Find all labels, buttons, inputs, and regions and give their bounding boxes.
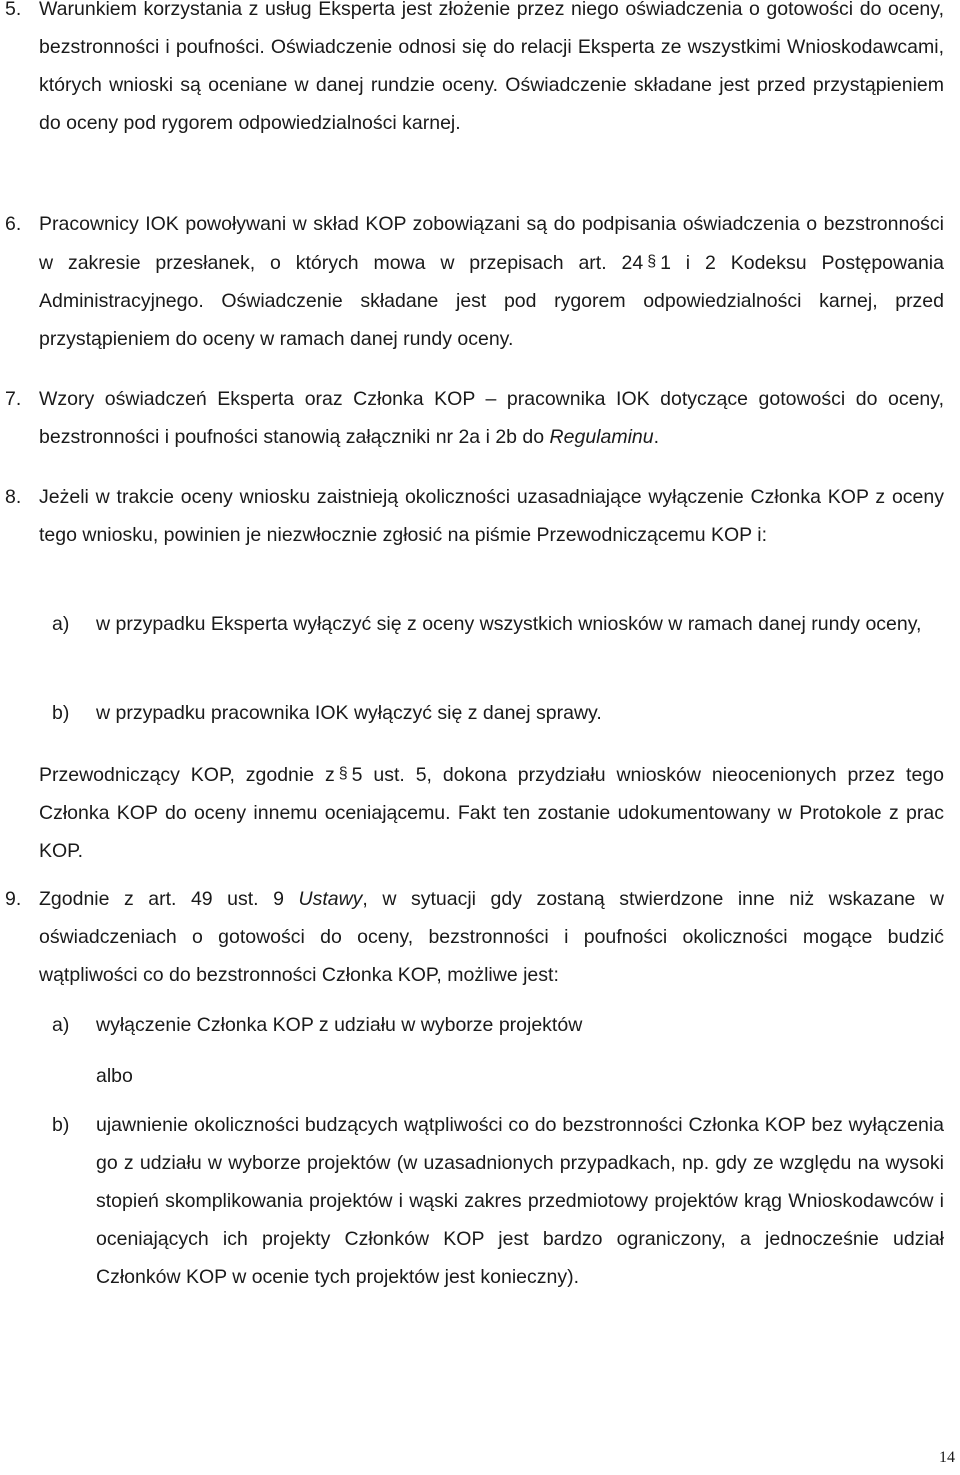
section-sign: § bbox=[647, 253, 657, 270]
item-text bbox=[39, 380, 944, 456]
ustawa-reference: Ustawy bbox=[298, 888, 363, 910]
item-number: 9. bbox=[5, 888, 22, 910]
item-text-part: Pracownicy IOK powoływani w skład KOP zobowiązani są do podpisania oświadczenia o bezstronności w zakresie przesłanek, o których mowa w przepisach art. 24 bbox=[39, 213, 944, 274]
item-text-part: Zgodnie z art. 49 ust. 9 bbox=[39, 888, 284, 910]
list-item-6 bbox=[0, 205, 944, 358]
sub-item-9a bbox=[0, 1006, 944, 1044]
connector-albo: albo bbox=[96, 1065, 133, 1087]
item-8-followup-text bbox=[39, 755, 944, 870]
sub-item-8a bbox=[0, 605, 944, 643]
sub-item-text: ujawnienie okoliczności budzących wątpliwości co do bezstronności Członka KOP bez wyłączenia go z udziału w wyborze projektów (w uzasadnionych przypadkach, np. gdy ze względu na wysoki stopień skomplikowania projektów i wąski zakres przedmiotowy projektów krąg Wnioskodawców i oceniających ich projekty Członków KOP jest bardzo ograniczony, a jednocześnie udział Członków KOP w ocenie tych projektów jest konieczny). bbox=[96, 1114, 944, 1288]
list-item-5 bbox=[0, 0, 944, 142]
item-number: 8. bbox=[5, 486, 22, 508]
sub-item-label: b) bbox=[52, 1114, 70, 1136]
item-number: 5. bbox=[5, 0, 22, 20]
list-item-8 bbox=[0, 478, 944, 554]
section-sign: § bbox=[338, 765, 348, 782]
item-text: Warunkiem korzystania z usług Eksperta jest złożenie przez niego oświadczenia o gotowości do oceny, bezstronności i poufności. Oświadczenie odnosi się do relacji Eksperta ze wszystkimi Wnioskodawcami, których wnioski są oceniane w danej rundzie oceny. Oświadczenie składane jest przed przystąpieniem do oceny pod rygorem odpowiedzialności karnej. bbox=[39, 0, 944, 134]
sub-item-label: b) bbox=[52, 702, 70, 724]
sub-item-text: wyłączenie Członka KOP z udziału w wyborze projektów bbox=[96, 1014, 583, 1036]
item-text bbox=[39, 880, 944, 994]
sub-item-8b bbox=[0, 694, 944, 732]
list-item-9 bbox=[0, 880, 944, 994]
item-number: 7. bbox=[5, 388, 22, 410]
item-text-end: . bbox=[653, 426, 660, 448]
item-text-part: Przewodniczący KOP, zgodnie z bbox=[39, 764, 335, 786]
regulamin-reference: Regulaminu bbox=[549, 426, 654, 448]
item-text-part: , w sytuacji gdy zostaną stwierdzone inne niż wskazane w oświadczeniach o gotowości do oceny, bezstronności i poufności okoliczności mogące budzić wątpliwości co do bezstronności Członka KOP, możliwe jest: bbox=[39, 888, 944, 986]
page-number: 14 bbox=[939, 1449, 955, 1466]
item-text-part: 1 i 2 Kodeksu Postępowania Administracyjnego. Oświadczenie składane jest pod rygorem odpowiedzialności karnej, przed przystąpieniem do oceny w ramach danej rundy oceny. bbox=[39, 252, 944, 350]
sub-item-9b bbox=[0, 1106, 944, 1296]
item-number: 6. bbox=[5, 213, 22, 235]
sub-item-label: a) bbox=[52, 1014, 70, 1036]
item-text bbox=[39, 205, 944, 358]
sub-item-text: w przypadku pracownika IOK wyłączyć się z danej sprawy. bbox=[96, 702, 602, 724]
sub-item-label: a) bbox=[52, 613, 70, 635]
item-text-part: 5 ust. 5, dokona przydziału wniosków nieocenionych przez tego Członka KOP do oceny innemu oceniającemu. Fakt ten zostanie udokumentowany w Protokole z prac KOP. bbox=[39, 764, 944, 862]
list-item-7 bbox=[0, 380, 944, 456]
sub-item-text: w przypadku Eksperta wyłączyć się z oceny wszystkich wniosków w ramach danej rundy oceny, bbox=[96, 613, 922, 635]
item-text: Jeżeli w trakcie oceny wniosku zaistnieją okoliczności uzasadniające wyłączenie Członka KOP z oceny tego wniosku, powinien je niezwłocznie zgłosić na piśmie Przewodniczącemu KOP i: bbox=[39, 486, 944, 546]
item-text-part: Wzory oświadczeń Eksperta oraz Członka KOP – pracownika IOK dotyczące gotowości do oceny, bezstronności i poufności stanowią załączniki nr 2a i 2b do bbox=[39, 388, 944, 448]
